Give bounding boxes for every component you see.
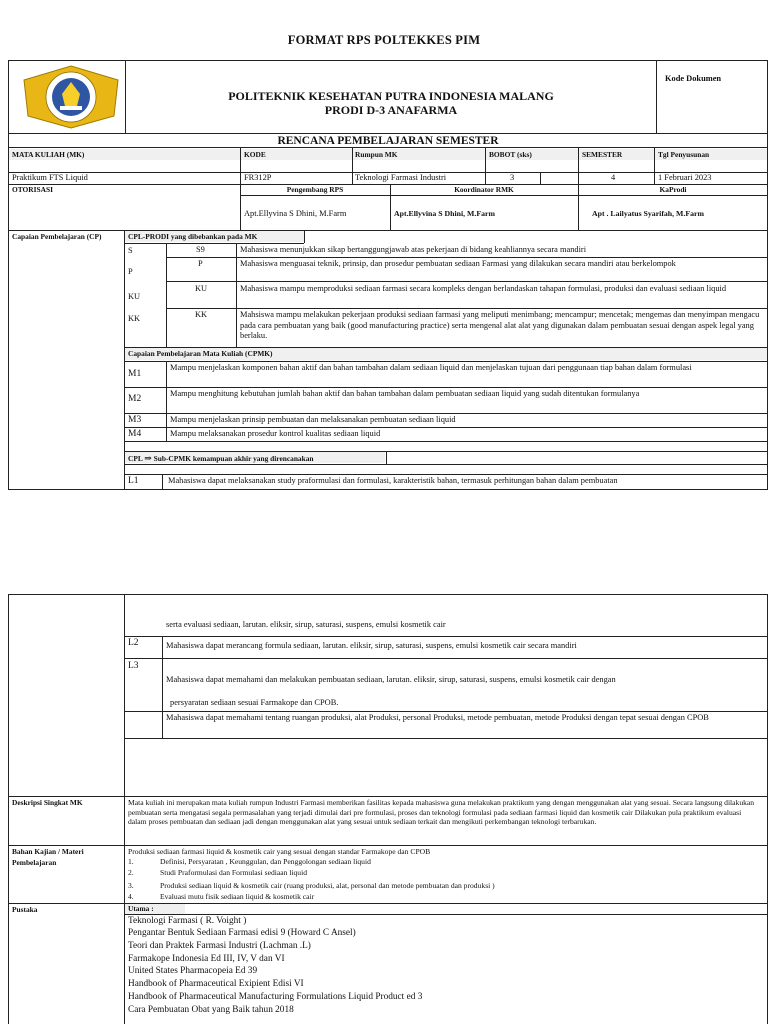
course-bobot: 3 [510,173,515,182]
prodi-name: PRODI D-3 ANAFARMA [324,103,458,117]
pustaka-item-4: Farmakope Indonesia Ed III, IV, V dan VI [128,954,285,964]
arrow-right-icon: ⇒ [144,453,152,463]
course-rumpun: Teknologi Farmasi Industri [355,173,447,182]
koordinator-name: Apt.Ellyvina S Dhini, M.Farm [394,209,495,218]
col-bobot: BOBOT (sks) [489,150,532,159]
bahan-item-2: Studi Praformulasi dan Formulasi sediaan liquid [160,868,308,877]
course-tgl: 1 Februari 2023 [658,173,712,182]
sub-cpmk-code-l3: L3 [128,661,139,671]
col-tgl: Tgl Penyusunan [658,150,710,159]
course-kode: FR312P [244,173,272,182]
pengembang-name: Apt.Ellyvina S Dhini, M.Farm [244,209,347,218]
pustaka-item-6: Handbook of Pharmaceutical Exipient Edisi VI [128,979,304,989]
institution-logo [20,64,122,130]
kaprodi-name: Apt . Lailyatus Syarifah, M.Farm [592,209,704,218]
course-name: Praktikum FTS Liquid [12,173,88,182]
cpl-text-p: Mahasiswa menguasai teknik, prinsip, dan prosedur pembuatan sediaan Farmasi yang dilakukan secara mandiri atau berkelompok [240,259,676,268]
sub-cpmk-text-l2: Mahasiswa dapat merancang formula sediaan, larutan. eliksir, sirup, saturasi, suspens, emulsi kosmetik cair secara mandiri [166,641,577,650]
pustaka-item-8: Cara Pembuatan Obat yang Baik tahun 2018 [128,1005,294,1015]
bahan-num-4: 4. [128,892,134,901]
sub-cpmk-text-l3-1: Mahasiswa dapat memahami dan melakukan pembuatan sediaan, larutan. eliksir, sirup, saturasi, suspens, emulsi kosmetik cair dengan [166,675,616,684]
bahan-item-4: Evaluasi mutu fisik sediaan liquid & kosmetik cair [160,892,315,901]
cpl-code-s9: S9 [196,245,205,254]
bahan-num-1: 1. [128,857,134,866]
sub-cpmk-text-l1-cont: serta evaluasi sediaan, larutan. eliksir, sirup, saturasi, suspens, emulsi kosmetik cair [166,620,446,629]
pustaka-label: Pustaka [12,905,38,914]
cpl-code-ku: KU [195,284,208,293]
bahan-item-3: Produksi sediaan liquid & kosmetik cair (ruang produksi, alat, personal dan metode pembuatan dan produksi ) [160,881,495,890]
col-semester: SEMESTER [582,150,623,159]
pengembang-label: Pengembang RPS [286,185,344,194]
cpmk-code-m4: M4 [128,429,142,439]
bahan-label: Bahan Kajian / Materi Pembelajaran [12,847,84,867]
sub-cpmk-text-l3-2: persyaratan sediaan sesuai Farmakope dan CPOB. [170,698,339,707]
bahan-intro: Produksi sediaan farmasi liquid & kosmetik cair yang sesuai dengan standar Farmakope dan CPOB [128,847,431,856]
bahan-num-3: 3. [128,881,134,890]
logo-base [60,106,82,110]
col-rumpun: Rumpun MK [355,150,398,159]
kaprodi-label: KaProdi [659,185,687,194]
cpmk-code-m2: M2 [128,394,142,404]
pustaka-item-7: Handbook of Pharmaceutical Manufacturing Formulations Liquid Product ed 3 [128,992,423,1002]
cpl-text-s9: Mahasiswa menunjukkan sikap bertanggungjawab atas pekerjaan di bidang keahliannya secara mandiri [240,245,587,254]
rps-title: RENCANA PEMBELAJARAN SEMESTER [277,135,499,147]
cp-letter-p: P [128,267,133,276]
pustaka-item-3: Teori dan Praktek Farmasi Industri (Lachman .L) [128,941,311,951]
sub-cpmk-code-l2: L2 [128,638,139,648]
cp-label: Capaian Pembelajaran (CP) [12,232,102,241]
sub-cpmk-text-l1: Mahasiswa dapat melaksanakan study praformulasi dan formulasi, karakteristik bahan, termasuk perhitungan bahan dalam pembuatan [168,476,618,485]
document-title: FORMAT RPS POLTEKKES PIM [287,33,481,47]
institution-name: POLITEKNIK KESEHATAN PUTRA INDONESIA MALANG [228,89,554,103]
cpl-code-p: P [198,259,203,268]
cpmk-text-m1: Mampu menjelaskan komponen bahan aktif dan bahan tambahan dalam sediaan liquid dan menjelaskan tujuan dari penggunaan tiap bahan dalam formulasi [170,363,692,372]
sub-cpmk-cpl: CPL [128,454,143,463]
cpmk-text-m4: Mampu melaksanakan prosedur kontrol kualitas sediaan liquid [170,429,381,438]
col-kode: KODE [244,150,266,159]
otorisasi-label: OTORISASI [12,185,53,194]
cpl-code-kk: KK [195,310,208,319]
course-semester: 4 [611,173,616,182]
pustaka-item-5: United States Pharmacopeia Ed 39 [128,966,258,976]
sub-cpmk-code-l1: L1 [128,476,139,486]
cp-letter-kk: KK [128,314,141,323]
cpmk-text-m2: Mampu menghitung kebutuhan jumlah bahan aktif dan bahan tambahan dalam pembuatan sediaan liquid yang sudah ditentukan formulanya [170,389,640,398]
cpmk-code-m3: M3 [128,415,142,425]
bahan-item-1: Definisi, Persyaratan , Keunggulan, dan Penggolongan sediaan liquid [160,857,371,866]
cpmk-text-m3: Mampu menjelaskan prinsip pembuatan dan melaksanakan pembuatan sediaan liquid [170,415,456,424]
cp-letter-s: S [128,246,133,255]
kode-dokumen-label: Kode Dokumen [665,74,722,83]
cpmk-code-m1: M1 [128,369,142,379]
pustaka-item-2: Pengantar Bentuk Sediaan Farmasi edisi 9 (Howard C Ansel) [128,928,356,938]
koordinator-label: Koordinator RMK [454,185,514,194]
pustaka-item-1: Teknologi Farmasi ( R. Voight ) [128,916,247,926]
col-mk: MATA KULIAH (MK) [12,150,85,159]
cpl-header: CPL-PRODI yang dibebankan pada MK [128,232,258,241]
bahan-num-2: 2. [128,868,134,877]
cpl-text-ku: Mahasiswa mampu memproduksi sediaan farmasi secara kompleks dengan berlandaskan tahapan formulasi, produksi dan evaluasi sediaan liquid [240,284,727,293]
sub-cpmk-text-l4: Mahasiswa dapat memahami tentang ruangan produksi, alat Produksi, personal Produksi, metode pembuatan, metode Produksi dengan tepat sesuai dengan CPOB [166,713,709,722]
cp-letter-ku: KU [128,292,141,301]
sub-cpmk-title: Sub-CPMK kemampuan akhir yang direncanakan [153,454,314,463]
cpmk-header: Capaian Pembelajaran Mata Kuliah (CPMK) [128,349,273,358]
cpl-text-kk: Mahsiswa mampu melakukan pekerjaan produksi sediaan farmasi yang meliputi menimbang; mencampur; mencetak; mengemas dan menyimpan mengacu pada cara pembuatan yang baik (good manufacturing practice) serta mengenal alat alat yang digunakan dalam pembuatan sesuai dengan aspek legal yang berlaku. [240,310,760,340]
deskripsi-text: Mata kuliah ini merupakan mata kuliah rumpun Industri Farmasi memberikan fasilitas kepada mahasiswa guna melakukan praktikum yang dengan menggunakan alat yang sesuai. Secara langsung dilakukan pembuatan serta mengatasi segala permasalahan yang terjadi dimulai dari pre formulasi, proses dan teknologi formulasi pada sediaan farmasi liquid dan kosmetik cair Dilakukan pula praktikum evaluasi dalam proses pembuatan dan sediaan jadi dengan menggunakan alat yang sesuai untuk sediaan terkait dan mengikuti perkembangan teknologi terbarukan. [128,798,755,827]
pustaka-utama-label: Utama : [128,904,154,913]
deskripsi-label: Deskripsi Singkat MK [12,798,83,807]
sub-cpmk-header [128,453,314,465]
